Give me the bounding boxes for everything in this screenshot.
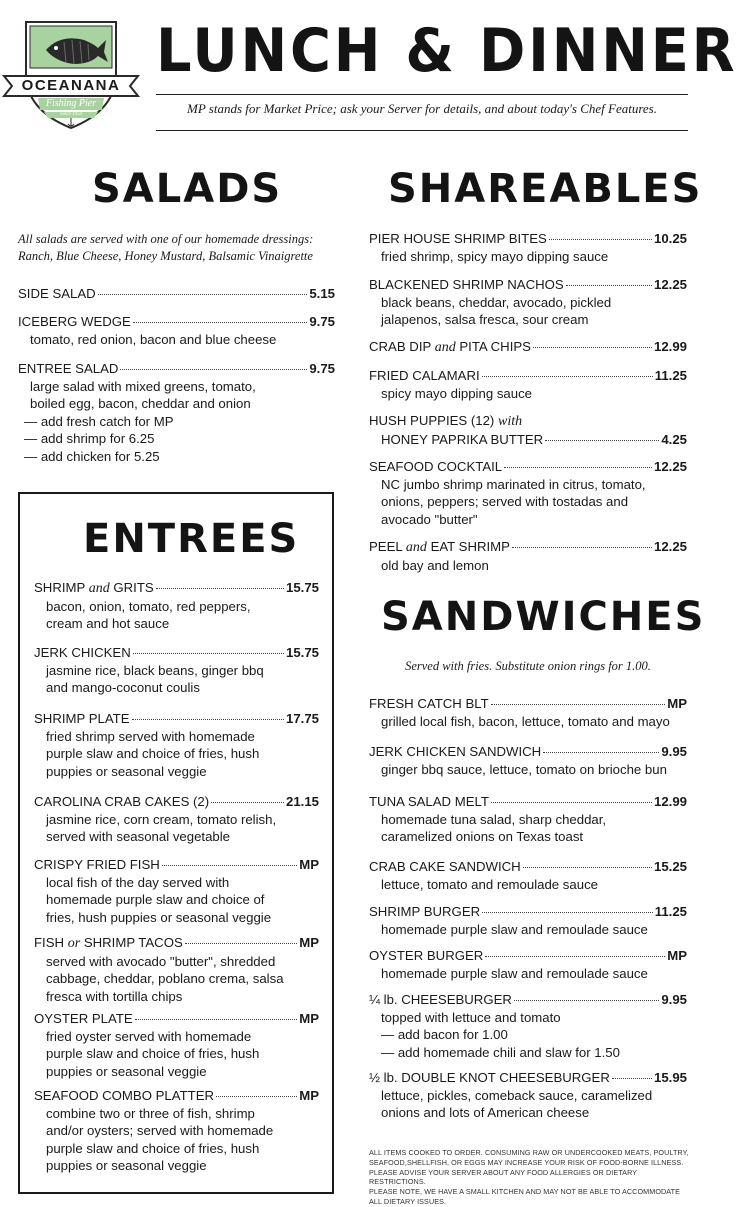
leader-dots	[120, 369, 307, 370]
salads-note	[18, 231, 338, 265]
item-price: 17.75	[285, 711, 319, 726]
item-price: MP	[299, 1088, 319, 1103]
item-name: SEAFOOD COMBO PLATTER	[34, 1088, 215, 1103]
leader-dots	[482, 912, 653, 913]
menu-item	[34, 1010, 319, 1080]
sandwiches-note: Served with fries. Substitute onion rings for 1.00.	[405, 659, 651, 673]
item-description: fried shrimp, spicy mayo dipping sauce	[381, 248, 609, 264]
item-name: CAROLINA CRAB CAKES (2)	[34, 794, 210, 809]
menu-item	[34, 1087, 319, 1175]
item-name: CRAB CAKE SANDWICH	[369, 859, 521, 874]
item-price: 9.95	[661, 744, 687, 759]
menu-item	[34, 579, 319, 633]
menu-item	[18, 360, 335, 465]
item-name: FRESH CATCH BLT	[369, 696, 489, 711]
disclaimer-line: SEAFOOD,SHELLFISH, OR EGGS MAY INCREASE YOUR RISK OF FOOD-BORNE ILLNESS.	[369, 1157, 684, 1167]
item-description: puppies or seasonal veggie	[46, 1063, 207, 1079]
item-name: SIDE SALAD	[18, 286, 96, 301]
item-name: SHRIMP BURGER	[369, 904, 481, 919]
item-price: 4.25	[661, 431, 687, 447]
leader-dots	[162, 865, 297, 866]
menu-item	[34, 793, 319, 846]
item-description: fried shrimp served with homemade	[46, 728, 255, 744]
leader-dots	[133, 322, 307, 323]
item-description: onions and lots of American cheese	[381, 1105, 590, 1120]
item-name: PEEL and EAT SHRIMP	[369, 539, 510, 555]
logo-brand: OCEANANA	[21, 77, 121, 94]
menu-item	[369, 858, 687, 893]
shareables-title: SHAREABLES	[388, 166, 703, 212]
item-description: jalapenos, salsa fresca, sour cream	[381, 312, 589, 327]
item-name: JERK CHICKEN SANDWICH	[369, 744, 542, 759]
item-description: ginger bbq sauce, lettuce, tomato on brioche bun	[381, 761, 667, 777]
menu-item	[369, 903, 687, 938]
menu-item	[369, 458, 687, 528]
item-description: fried oyster served with homemade	[46, 1028, 252, 1044]
leader-dots	[185, 943, 297, 944]
item-description: avocado "butter"	[381, 511, 478, 527]
leader-dots	[566, 285, 652, 286]
leader-dots	[135, 1019, 298, 1020]
item-description: combine two or three of fish, shrimp	[46, 1105, 255, 1121]
item-description: homemade tuna salad, sharp cheddar,	[381, 811, 607, 827]
food-safety-disclaimer	[369, 1148, 689, 1207]
menu-item	[369, 276, 687, 329]
page-title: LUNCH & DINNER	[156, 16, 738, 86]
item-description: grilled local fish, bacon, lettuce, tomato and mayo	[381, 713, 670, 729]
menu-item	[369, 947, 687, 982]
item-price: 15.75	[285, 645, 319, 660]
item-name: BLACKENED SHRIMP NACHOS	[369, 277, 564, 292]
item-price: 5.15	[309, 286, 335, 301]
item-description: cream and hot sauce	[46, 616, 170, 631]
item-name: FRIED CALAMARI	[369, 368, 480, 383]
leader-dots	[504, 467, 652, 468]
item-description: cabbage, cheddar, poblano crema, salsa	[46, 971, 284, 986]
item-price: 9.95	[661, 992, 687, 1007]
disclaimer-line: PLEASE NOTE, WE HAVE A SMALL KITCHEN AND MAY NOT BE ABLE TO ACCOMMODATE	[369, 1187, 681, 1197]
item-price: 12.25	[653, 539, 687, 554]
item-description: onions, peppers; served with tostadas and	[381, 494, 629, 509]
item-name: PIER HOUSE SHRIMP BITES	[369, 231, 547, 246]
menu-item	[369, 367, 687, 402]
item-price: 12.99	[653, 794, 687, 809]
item-price: 15.95	[653, 1070, 687, 1085]
leader-dots	[216, 1096, 297, 1097]
item-description: topped with lettuce and tomato	[381, 1009, 561, 1025]
item-description: homemade purple slaw and remoulade sauce	[381, 965, 648, 981]
leader-dots	[482, 376, 653, 377]
disclaimer-line: PLEASE ADVISE YOUR SERVER ABOUT ANY FOOD ALLERGIES OR DIETARY RESTRICTIONS.	[369, 1167, 638, 1187]
item-name: TUNA SALAD MELT	[369, 794, 489, 809]
item-price: 12.25	[653, 277, 687, 292]
item-description: served with avocado "butter", shredded	[46, 953, 276, 969]
item-description: served with seasonal vegetable	[46, 829, 231, 844]
item-description: purple slaw and choice of fries, hush	[46, 746, 260, 761]
item-description: and/or oysters; served with homemade	[46, 1123, 274, 1138]
item-description: boiled egg, bacon, cheddar and onion	[30, 396, 251, 411]
menu-item	[369, 695, 687, 730]
item-name: CRISPY FRIED FISH	[34, 857, 160, 872]
leader-dots	[612, 1078, 652, 1079]
item-price: MP	[299, 857, 319, 872]
item-description: large salad with mixed greens, tomato,	[30, 378, 256, 394]
item-price: MP	[299, 935, 319, 950]
disclaimer-line: ALL DIETARY ISSUES.	[369, 1196, 447, 1206]
item-price: 11.25	[654, 368, 687, 383]
menu-item	[369, 538, 687, 574]
item-name: SHRIMP and GRITS	[34, 580, 154, 596]
item-description: purple slaw and choice of fries, hush	[46, 1046, 260, 1061]
entrees-title: ENTREES	[83, 516, 300, 562]
item-description: black beans, cheddar, avocado, pickled	[381, 294, 612, 310]
item-description: jasmine rice, corn cream, tomato relish,	[46, 811, 277, 827]
menu-item	[18, 313, 335, 348]
leader-dots	[523, 867, 652, 868]
item-description: local fish of the day served with	[46, 874, 230, 890]
sandwiches-title: SANDWICHES	[381, 594, 706, 640]
item-price: MP	[667, 696, 687, 711]
leader-dots	[512, 547, 652, 548]
menu-item	[369, 412, 687, 448]
leader-dots	[211, 802, 284, 803]
item-name: OYSTER BURGER	[369, 948, 484, 963]
item-addon: — add homemade chili and slaw for 1.50	[381, 1044, 620, 1060]
menu-item	[34, 710, 319, 780]
item-name: CRAB DIP and PITA CHIPS	[369, 339, 531, 355]
menu-item	[369, 338, 687, 357]
item-name: ¼ lb. CHEESEBURGER	[369, 992, 512, 1007]
menu-item	[18, 285, 335, 303]
item-name: ENTREE SALAD	[18, 361, 119, 376]
item-name: ½ lb. DOUBLE KNOT CHEESEBURGER	[369, 1070, 610, 1085]
item-name: SEAFOOD COCKTAIL	[369, 459, 503, 474]
item-description: NC jumbo shrimp marinated in citrus, tomato,	[381, 476, 646, 492]
salads-title: SALADS	[92, 166, 283, 212]
menu-item	[34, 856, 319, 926]
leader-dots	[132, 719, 284, 720]
menu-item	[369, 1069, 687, 1122]
item-addon: — add chicken for 5.25	[24, 448, 160, 464]
item-description: purple slaw and choice of fries, hush	[46, 1140, 260, 1156]
item-description: homemade purple slaw and choice of	[46, 892, 265, 907]
item-price: 15.75	[285, 580, 319, 595]
item-addon: — add bacon for 1.00	[381, 1027, 508, 1042]
leader-dots	[98, 294, 308, 295]
menu-item	[369, 230, 687, 265]
item-description: puppies or seasonal veggie	[46, 763, 207, 779]
menu-item	[369, 991, 687, 1061]
logo-tagline: Fishing Pier	[45, 98, 97, 109]
item-price: 10.25	[653, 231, 687, 246]
item-description: tomato, red onion, bacon and blue cheese	[30, 331, 277, 347]
item-description: old bay and lemon	[381, 557, 489, 573]
item-name: ICEBERG WEDGE	[18, 314, 131, 329]
leader-dots	[545, 440, 659, 441]
item-description: spicy mayo dipping sauce	[381, 385, 533, 401]
item-price: 9.75	[309, 314, 335, 329]
item-addon: — add fresh catch for MP	[24, 413, 174, 429]
item-description: puppies or seasonal veggie	[46, 1158, 207, 1173]
leader-dots	[549, 239, 652, 240]
item-description: fries, hush puppies or seasonal veggie	[46, 909, 272, 925]
leader-dots	[491, 802, 652, 803]
item-name: FISH or SHRIMP TACOS	[34, 935, 183, 951]
item-price: 11.25	[654, 904, 687, 919]
item-description: and mango-coconut coulis	[46, 680, 200, 695]
leader-dots	[133, 653, 284, 654]
oceanana-logo	[4, 18, 138, 130]
item-addon: — add shrimp for 6.25	[24, 431, 155, 446]
leader-dots	[533, 347, 652, 348]
menu-item	[369, 793, 687, 846]
item-price: 12.99	[653, 339, 687, 354]
item-name: JERK CHICKEN	[34, 645, 131, 660]
item-name: HUSH PUPPIES (12) with	[369, 413, 523, 429]
leader-dots	[485, 956, 665, 957]
item-description: fresca with tortilla chips	[46, 988, 183, 1004]
item-description: jasmine rice, black beans, ginger bbq	[46, 662, 264, 678]
leader-dots	[543, 752, 659, 753]
item-price: 15.25	[653, 859, 687, 874]
leader-dots	[491, 704, 666, 705]
item-price: 9.75	[309, 361, 335, 376]
subtitle-top-rule	[156, 94, 688, 95]
item-description: lettuce, pickles, comeback sauce, caramelized	[381, 1087, 653, 1103]
disclaimer-line: ALL ITEMS COOKED TO ORDER. CONSUMING RAW OR UNDERCOOKED MEATS, POULTRY,	[369, 1148, 689, 1157]
salads-note-line: All salads are served with one of our homemade dressings:	[18, 232, 314, 246]
menu-item	[34, 644, 319, 697]
item-description: caramelized onions on Texas toast	[381, 829, 584, 844]
subtitle-bottom-rule	[156, 130, 688, 131]
page-subtitle: MP stands for Market Price; ask your Server for details, and about today's Chef Features.	[187, 101, 657, 116]
item-name: OYSTER PLATE	[34, 1011, 133, 1026]
item-name: HONEY PAPRIKA BUTTER	[381, 431, 544, 447]
item-price: MP	[667, 948, 687, 963]
item-name: SHRIMP PLATE	[34, 711, 130, 726]
item-price: MP	[299, 1011, 319, 1026]
leader-dots	[514, 1000, 659, 1001]
leader-dots	[156, 588, 284, 589]
logo-since: Since 1959	[59, 112, 83, 117]
item-description: homemade purple slaw and remoulade sauce	[381, 921, 648, 937]
menu-item	[369, 743, 687, 778]
menu-item	[34, 934, 319, 1005]
item-price: 21.15	[285, 794, 319, 809]
salads-note-line: Ranch, Blue Cheese, Honey Mustard, Balsamic Vinaigrette	[18, 249, 313, 263]
item-description: lettuce, tomato and remoulade sauce	[381, 876, 598, 892]
item-description: bacon, onion, tomato, red peppers,	[46, 598, 251, 614]
item-price: 12.25	[653, 459, 687, 474]
